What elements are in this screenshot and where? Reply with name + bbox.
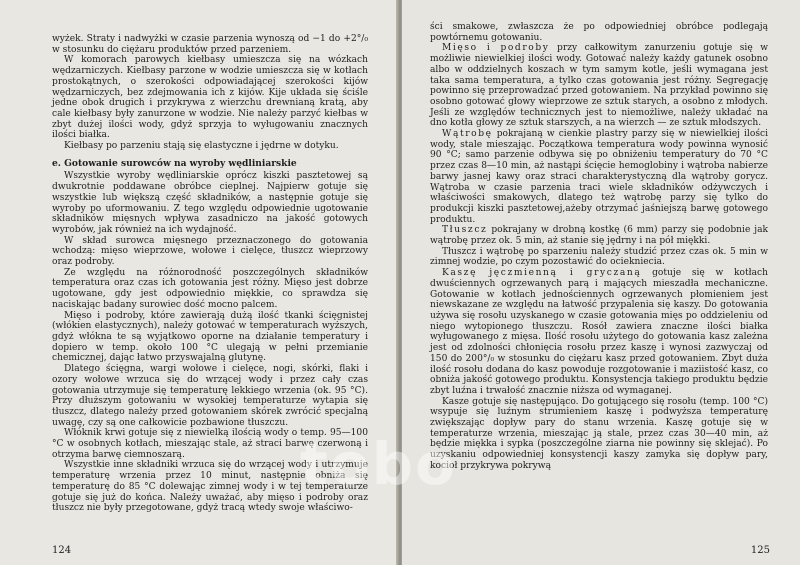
left-paragraph-9: Wszystkie inne składniki wrzuca się do wrzącej wody i utrzymuje temperaturę wrzenia przez 10 minut, następnie obniża się temperaturę do 85 °C dolewając zimnej wody i w tej temperaturze gotuje się już do końca. Należy uważać, aby mięso i podroby oraz tłuszcz nie były przegotowane, gdyż tracą wtedy swoje właściwo- [52,460,368,514]
page-number-left: 124 [52,545,72,556]
section-heading: e. Gotowanie surowców na wyroby wędliniarskie [52,157,297,169]
right-paragraph-4: Tłuszcz i wątrobę po sparzeniu należy studzić przez czas ok. 5 min w zimnej wodzie, po czym pozostawić do ociekniecia. [430,246,768,268]
right-page-text [430,22,768,472]
right-paragraph-3-text: pokrajany w drobną kostkę (6 mm) parzy się podobnie jak wątrobę przez ok. 5 min, aż stanie się jędrny i na pół miękki. [430,225,768,247]
term-tluszcz: Tłuszcz [442,225,488,236]
right-paragraph-1-text: przy całkowitym zanurzeniu gotuje się w możliwie niewielkiej ilości wody. Gotować należy każdy gatunek osobno albo w oddzielnych koszach w tym samym kotle, jeśli wymagana jest taka sama temperatura, a tylko czas gotowania jest różny. Segregację powinno się przeprowadzać przed gotowaniem. Na przykład powinno się osobno gotować głowy wieprzowe ze sztuk starych, a osobno z młodych. Jeśli ze względów technicznych jest to niemożliwe, należy układać na dno kotła głowy ze sztuk starszych, a na wierzch — ze sztuk młodszych. [430,43,768,129]
left-paragraph-3: Wszystkie wyroby wędliniarskie oprócz kiszki pasztetowej są dwukrotnie poddawane obróbce cieplnej. Najpierw gotuje się wszystkie lub większą część składników, a następnie gotuje się wyroby po uformowaniu. Z tego względu odpowiednie ugotowanie składników mięsnych wpływa zasadniczo na jakość gotowych wyrobów, jak również na ich wydajność. [52,171,368,235]
left-paragraph-1: W komorach parowych kiełbasy umieszcza się na wózkach wędzarniczych. Kiełbasy parzone w wodzie umieszcza się w kotłach prostokątnych, o szerokości odpowiadającej szerokości kijów wędzarniczych, bez zdejmowania ich z kijów. Kije układa się ściśle jedne obok drugich i przykrywa z wierzchu drewnianą kratą, aby cale kiełbasy były zanurzone w wodzie. Nie należy parzyć kiełbas w zbyt dużej ilości wody, gdyż sprzyja to wyługowaniu znacznych ilości białka. [52,55,368,141]
term-mieso-podroby: Mięso i podroby [442,43,550,54]
right-page [402,0,800,565]
left-page-text [52,34,368,514]
term-kasze: Kaszę jęczmienną i gryczaną [442,268,642,279]
left-paragraph-7: Dlatego ścięgna, wargi wołowe i cielęce, nogi, skórki, flaki i ozory wołowe wrzuca się do wrzącej wody i przez cały czas gotowania utrzymuje się temperaturę lekkiego wrzenia (ok. 95 °C). Przy dłuższym gotowaniu w wysokiej temperaturze wytapia się tłuszcz, dlatego należy przed gotowaniem skórek zwrócić specjalną uwagę, czy są one całkowicie pozbawione tłuszczu. [52,364,368,428]
right-paragraph-6: Kasze gotuje się następująco. Do gotującego się rosołu (temp. 100 °C) wsypuje się luźnym strumieniem kaszę i podwyższa temperaturę zwiększając dopływ pary do stanu wrzenia. Kaszę gotuje się w temperaturze wrzenia, mieszając ją stale, przez czas 30—40 min, aż będzie miękka i sypka (poszczególne ziarna nie powinny się sklejać). Po uzyskaniu odpowiedniej konsystencji kaszy zamyka się dopływ pary, kocioł przykrywa pokrywą [430,396,768,471]
left-paragraph-6: Mięso i podroby, które zawierają dużą ilość tkanki ścięgnistej (włókien elastycznych), należy gotować w temperaturach wyższych, gdyż włókna te są wyjątkowo oporne na działanie temperatury i dopiero w temp. około 100 °C ulegają w pełni przemianie chemicznej, dając łatwo przyswajalną glutynę. [52,310,368,364]
page-number-right: 125 [750,545,770,556]
right-paragraph-2-text: pokrajaną w cienkie plastry parzy się w niewielkiej ilości wody, stale mieszając. Początkowa temperatura wody powinna wynosić 90 °C; samo parzenie odbywa się po obniżeniu temperatury do 70 °C przez czas 8—10 min, aż nastąpi ścięcie hemoglobiny i wątroba nabierze barwy jasnej kawy oraz straci charakterystyczną dla wątroby gorycz. Wątroba w czasie parzenia traci wiele składników odżywczych i właściwości smakowych, dlatego też wątrobę parzy się tylko do produkcji kiszki pasztetowej,ażeby otrzymać jaśniejszą barwę gotowego produktu. [430,129,768,225]
right-intro: ści smakowe, zwłaszcza że po odpowiedniej obróbce podlegają powtórnemu gotowaniu. [430,22,768,43]
left-paragraph-2: Kiełbasy po parzeniu stają się elastyczne i jędrne w dotyku. [64,141,339,152]
right-paragraph-2 [430,129,768,225]
left-intro: wyżek. Straty i nadwyżki w czasie parzenia wynoszą od −1 do +2°/₀ w stosunku do ciężaru produktów przed parzeniem. [52,34,368,55]
left-page [0,0,398,565]
right-paragraph-5 [430,268,768,396]
right-paragraph-5-text: gotuje się w kotłach dwuściennych ogrzewanych parą i mających mieszadła mechaniczne. Gotowanie w kotłach jednościennych ogrzewanych płomieniem jest niewskazane ze względu na łatwość przypalenia się kaszy. Do gotowania używa się rosołu uzyskanego w czasie gotowania mięs po oddzieleniu od niego wytopionego tłuszczu. Rosół zawiera znaczne ilości białka wyługowanego z mięsa. Ilość rosołu użytego do gotowania kasz zależna jest od zdolności chłonięcia rosołu przez kaszę i wynosi zazwyczaj od 150 do 200°/₀ w stosunku do ciężaru kasz przed gotowaniem. Zbyt duża ilość rosołu dodana do kasz powoduje rozgotowanie i maziistość kasz, co obniża jakość gotowego produktu. Konsystencja takiego produktu będzie zbyt luźna i trwałość znacznie niższa od wymaganej. [430,268,768,396]
term-watrobe: Wątrobę [442,129,493,140]
watermark: tobo [300,430,457,498]
right-paragraph-3 [430,225,768,246]
left-paragraph-4: W skład surowca mięsnego przeznaczonego do gotowania wchodzą: mięso wieprzowe, wołowe i cielęce, tłuszcz wieprzowy oraz podroby. [52,235,368,268]
left-paragraph-8: Włóknik krwi gotuje się z niewielką ilością wody o temp. 95—100 °C w osobnych kotłach, mieszając stale, aż straci barwę czerwoną i otrzyma barwę ciemnoszarą. [52,428,368,460]
left-paragraph-5: Ze względu na różnorodność poszczególnych składników temperatura oraz czas ich gotowania jest różny. Mięso jest dobrze ugotowane, gdy jest odpowiednio miękkie, co sprawdza się naciskając badany surowiec dość mocno palcem. [52,267,368,310]
right-paragraph-1 [430,43,768,129]
